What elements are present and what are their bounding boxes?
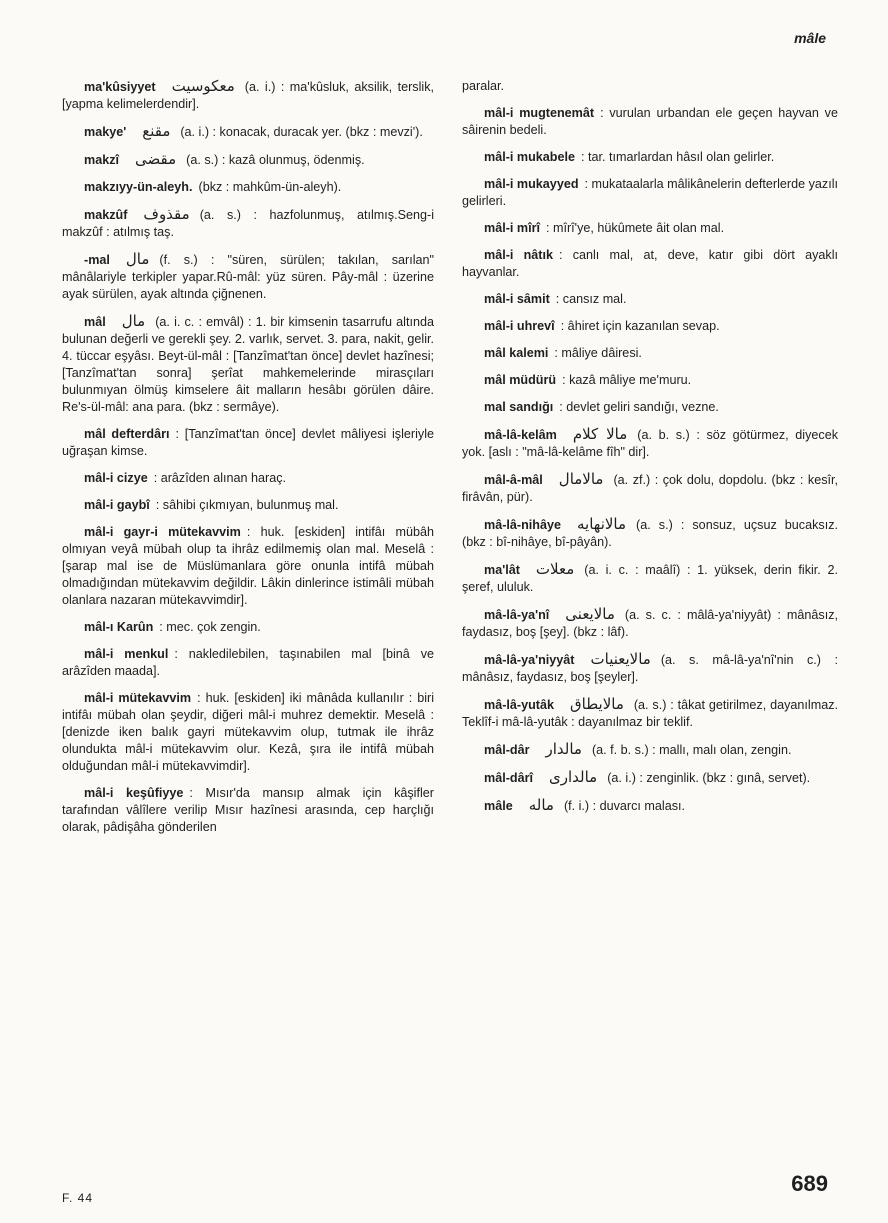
- dictionary-entry: [62, 524, 434, 609]
- entry-headword: mâ-lâ-nihâye: [484, 518, 561, 532]
- dictionary-entry: [462, 399, 838, 416]
- dictionary-entry: [462, 606, 838, 641]
- entry-definition: : mîrî'ye, hükûmete âit olan mal.: [546, 221, 725, 235]
- entry-definition: (a. s. c. : mâlâ-ya'niyyât) : mânâsız, faydasız, boş [şey]. (bkz : lâf).: [462, 608, 838, 639]
- entry-definition: (a. s.) : kazâ olunmuş, ödenmiş.: [186, 153, 365, 167]
- entry-ottoman-script: ماله: [528, 796, 554, 814]
- entry-headword: mâ-lâ-yutâk: [484, 698, 554, 712]
- right-column: [462, 78, 838, 825]
- entry-headword: makzûf: [84, 208, 128, 222]
- entry-definition: (a. s.) : tâkat getirilmez, dayanılmaz. Teklîf-i mâ-lâ-yutâk : dayanılmaz bir teklif.: [462, 698, 838, 729]
- entry-ottoman-script: مالا كلام: [572, 425, 628, 443]
- entry-headword: mâl-dâr: [484, 743, 530, 757]
- entry-ottoman-script: مالايطاق: [570, 695, 624, 713]
- entry-headword: mâl-i mugtenemât: [484, 106, 595, 120]
- entry-definition: (f. i.) : duvarcı malası.: [563, 799, 686, 813]
- entry-definition: (a. zf.) : çok dolu, dopdolu. (bkz : kesîr, firâvân, pür).: [462, 473, 838, 504]
- entry-headword: mâl-i mîrî: [484, 221, 540, 235]
- entry-headword: makzıyy-ün-aleyh.: [84, 180, 193, 194]
- entry-ottoman-script: مالانهايه: [577, 515, 627, 533]
- entry-headword: mâl-i mütekavvim: [84, 691, 192, 705]
- entry-ottoman-script: مالامال: [558, 470, 604, 488]
- entry-definition: (a. i.) : zenginlik. (bkz : gınâ, servet).: [607, 771, 811, 785]
- printer-signature: F. 44: [62, 1191, 94, 1205]
- entry-ottoman-script: مالدارى: [549, 768, 598, 786]
- entry-definition: : mukataalarla mâlikânelerin defterlerde yazılı gelirleri.: [462, 177, 838, 208]
- entry-ottoman-script: مالدار: [545, 740, 582, 758]
- entry-headword: mâl-i mukayyed: [484, 177, 579, 191]
- entry-definition: (a. s.) : hazfolunmuş, atılmış.Seng-i makzûf : atılmış taş.: [62, 208, 434, 239]
- entry-ottoman-script: معلات: [535, 560, 575, 578]
- dictionary-entry: [462, 105, 838, 139]
- entry-headword: mâl-i cizye: [84, 471, 148, 485]
- entry-headword: makye': [84, 125, 127, 139]
- dictionary-entry: [462, 372, 838, 389]
- dictionary-entry: [462, 318, 838, 335]
- entry-headword: mâl müdürü: [484, 373, 557, 387]
- entry-headword: mâl-i gayr-i mütekavvim: [84, 525, 241, 539]
- dictionary-entry: [462, 176, 838, 210]
- entry-definition: : Mısır'da mansıp almak için kâşifler tarafından vâlîlere verilip Mısır hazînesi arasında, cep harçlığı olarak, pâdişâha gönderilen: [62, 786, 434, 834]
- entry-headword: mal sandığı: [484, 400, 554, 414]
- entry-headword: mâl-i sâmit: [484, 292, 550, 306]
- entry-ottoman-script: مال: [125, 250, 150, 268]
- entry-ottoman-script: مالايعنيات: [590, 650, 651, 668]
- entry-definition: : canlı mal, at, deve, katır gibi dört ayaklı hayvanlar.: [462, 248, 839, 279]
- dictionary-entry: [62, 151, 434, 169]
- dictionary-entry: [462, 769, 838, 787]
- entry-ottoman-script: معكوسيت: [171, 77, 235, 95]
- entry-definition: : vurulan urbandan ele geçen hayvan ve sâirenin bedeli.: [462, 106, 838, 137]
- dictionary-entry: [462, 345, 838, 362]
- dictionary-entry: [62, 646, 434, 680]
- entry-headword: ma'kûsiyyet: [84, 80, 156, 94]
- dictionary-entry: [462, 78, 838, 95]
- entry-definition: : huk. [eskiden] iki mânâda kullanılır : biri intifâı mübah olan şeydir, diğeri mâl-i muhrez demektir. Meselâ : [denizde iken balık gayri mütekavvim olup, tutmak ile ihrâz olundukta mâl-i mütekavvim olur. Kezâ, şıra ile intifâ mübah olduğundan mâl-i mütekavvimdir].: [62, 691, 434, 773]
- dictionary-entry: [62, 785, 434, 836]
- entry-definition: (a. i.) : ma'kûsluk, aksilik, terslik, [yapma kelimelerdendir].: [62, 80, 434, 111]
- dictionary-entry: [462, 291, 838, 308]
- entry-definition: (a. i. c. : emvâl) : 1. bir kimsenin tasarrufu altında bulunan değerli ve gerekli şey. 2. varlık, servet. 3. para, nakit, gelir. 4. tüccar eşyâsı. Beyt-ül-mâl : [Tanzîmat'tan önce] devlet hazînesi; [Tanzîmat'tan sonra] şerîat mahkemelerinde mirasçıları bulunmıyan ölmüş kimselere âit malların hesâbı görülen dâire. Re's-ül-mâl: ana para. (bkz : sermâye).: [62, 315, 434, 414]
- entry-definition: : mec. çok zengin.: [159, 620, 261, 634]
- dictionary-entry: [462, 471, 838, 506]
- entry-ottoman-script: مالايعنى: [565, 605, 615, 623]
- entry-headword: mâl defterdârı: [84, 427, 170, 441]
- entry-headword: mâ-lâ-ya'niyyât: [484, 653, 575, 667]
- dictionary-entry: [62, 690, 434, 775]
- dictionary-entry: [62, 313, 434, 416]
- entry-ottoman-script: مقنع: [142, 122, 171, 140]
- entry-headword: mâle: [484, 799, 513, 813]
- dictionary-entry: [62, 470, 434, 487]
- entry-definition: : tar. tımarlardan hâsıl olan gelirler.: [581, 150, 775, 164]
- entry-headword: mâl-i nâtık: [484, 248, 553, 262]
- entry-headword: ma'lât: [484, 563, 520, 577]
- dictionary-entry: [462, 426, 838, 461]
- dictionary-entry: [62, 123, 434, 141]
- dictionary-entry: [62, 251, 434, 303]
- entry-definition: : kazâ mâliye me'muru.: [562, 373, 692, 387]
- entry-definition: : huk. [eskiden] intifâı mübâh olmıyan veyâ mübah olup ta ihrâz edilmemiş olan mal. Meselâ : [şarap mal ise de Müslümanlara göre onunla intifâ mübah olmadığından mütekavvim değildir. Lâkin dinlerince istimâli mübah olanlara nazaran mütekavvimdir].: [62, 525, 434, 607]
- entry-definition: (a. i.) : konacak, duracak yer. (bkz : mevzi').: [180, 125, 423, 139]
- dictionary-entry: [62, 497, 434, 514]
- entry-headword: mâl kalemi: [484, 346, 549, 360]
- entry-ottoman-script: مقضى: [135, 150, 177, 168]
- entry-definition: : sâhibi çıkmıyan, bulunmuş mal.: [155, 498, 339, 512]
- entry-definition: : cansız mal.: [555, 292, 627, 306]
- dictionary-entry: [62, 619, 434, 636]
- left-column: [62, 78, 434, 846]
- entry-definition: (bkz : mahkûm-ün-aleyh).: [198, 180, 342, 194]
- entry-headword: mâl-i keşûfiyye: [84, 786, 184, 800]
- entry-definition: : arâzîden alınan haraç.: [153, 471, 287, 485]
- entry-headword: -mal: [84, 253, 110, 267]
- dictionary-entry: [462, 651, 838, 686]
- entry-definition: (a. f. b. s.) : mallı, malı olan, zengin.: [591, 743, 792, 757]
- dictionary-entry: [462, 247, 838, 281]
- entry-headword: makzî: [84, 153, 120, 167]
- dictionary-entry: [462, 149, 838, 166]
- entry-definition: : âhiret için kazanılan sevap.: [560, 319, 720, 333]
- entry-definition: (f. s.) : "süren, sürülen; takılan, sarılan" mânâlariyle terkipler yapar.Rû-mâl: yüz süren. Pây-mâl : üzerine ayak sürülen, ayak altında çiğnenen.: [62, 253, 434, 301]
- entry-headword: mâl: [84, 315, 106, 329]
- entry-headword: mâl-i menkul: [84, 647, 169, 661]
- entry-headword: mâl-i mukabele: [484, 150, 575, 164]
- entry-headword: mâ-lâ-ya'nî: [484, 608, 550, 622]
- entry-headword: mâl-i gaybî: [84, 498, 150, 512]
- entry-definition: (a. s. mâ-lâ-ya'nî'nin c.) : mânâsız, faydasız, boş [şeyler].: [462, 653, 838, 684]
- entry-definition: : nakledilebilen, taşınabilen mal [binâ ve arâzîden maada].: [62, 647, 434, 678]
- dictionary-entry: [62, 206, 434, 241]
- entry-ottoman-script: مقذوف: [143, 205, 190, 223]
- guide-word: mâle: [794, 30, 826, 46]
- entry-headword: mâl-â-mâl: [484, 473, 543, 487]
- entry-definition: (a. i. c. : maâlî) : 1. yüksek, derin fikir. 2. şeref, ululuk.: [462, 563, 838, 594]
- dictionary-entry: [462, 741, 838, 759]
- entry-headword: mâ-lâ-kelâm: [484, 428, 557, 442]
- entry-headword: mâl-i uhrevî: [484, 319, 555, 333]
- dictionary-entry: [462, 516, 838, 551]
- page-number: 689: [791, 1171, 828, 1196]
- entry-definition: : mâliye dâiresi.: [554, 346, 642, 360]
- dictionary-entry: [62, 78, 434, 113]
- entry-definition: : [Tanzîmat'tan önce] devlet mâliyesi işleriyle uğraşan kimse.: [62, 427, 434, 458]
- dictionary-entry: [62, 179, 434, 196]
- entry-definition: paralar.: [462, 79, 505, 93]
- entry-ottoman-script: مال: [121, 312, 146, 330]
- dictionary-entry: [62, 426, 434, 460]
- entry-definition: (a. b. s.) : söz götürmez, diyecek yok. [aslı : "mâ-lâ-kelâme fîh" dir].: [462, 428, 838, 459]
- dictionary-entry: [462, 220, 838, 237]
- entry-headword: mâl-dârî: [484, 771, 533, 785]
- entry-definition: : devlet geliri sandığı, vezne.: [559, 400, 719, 414]
- entry-definition: (a. s.) : sonsuz, uçsuz bucaksız. (bkz : bî-nihâye, bî-pâyân).: [462, 518, 838, 549]
- dictionary-entry: [462, 797, 838, 815]
- dictionary-entry: [462, 561, 838, 596]
- dictionary-entry: [462, 696, 838, 731]
- entry-headword: mâl-ı Karûn: [84, 620, 154, 634]
